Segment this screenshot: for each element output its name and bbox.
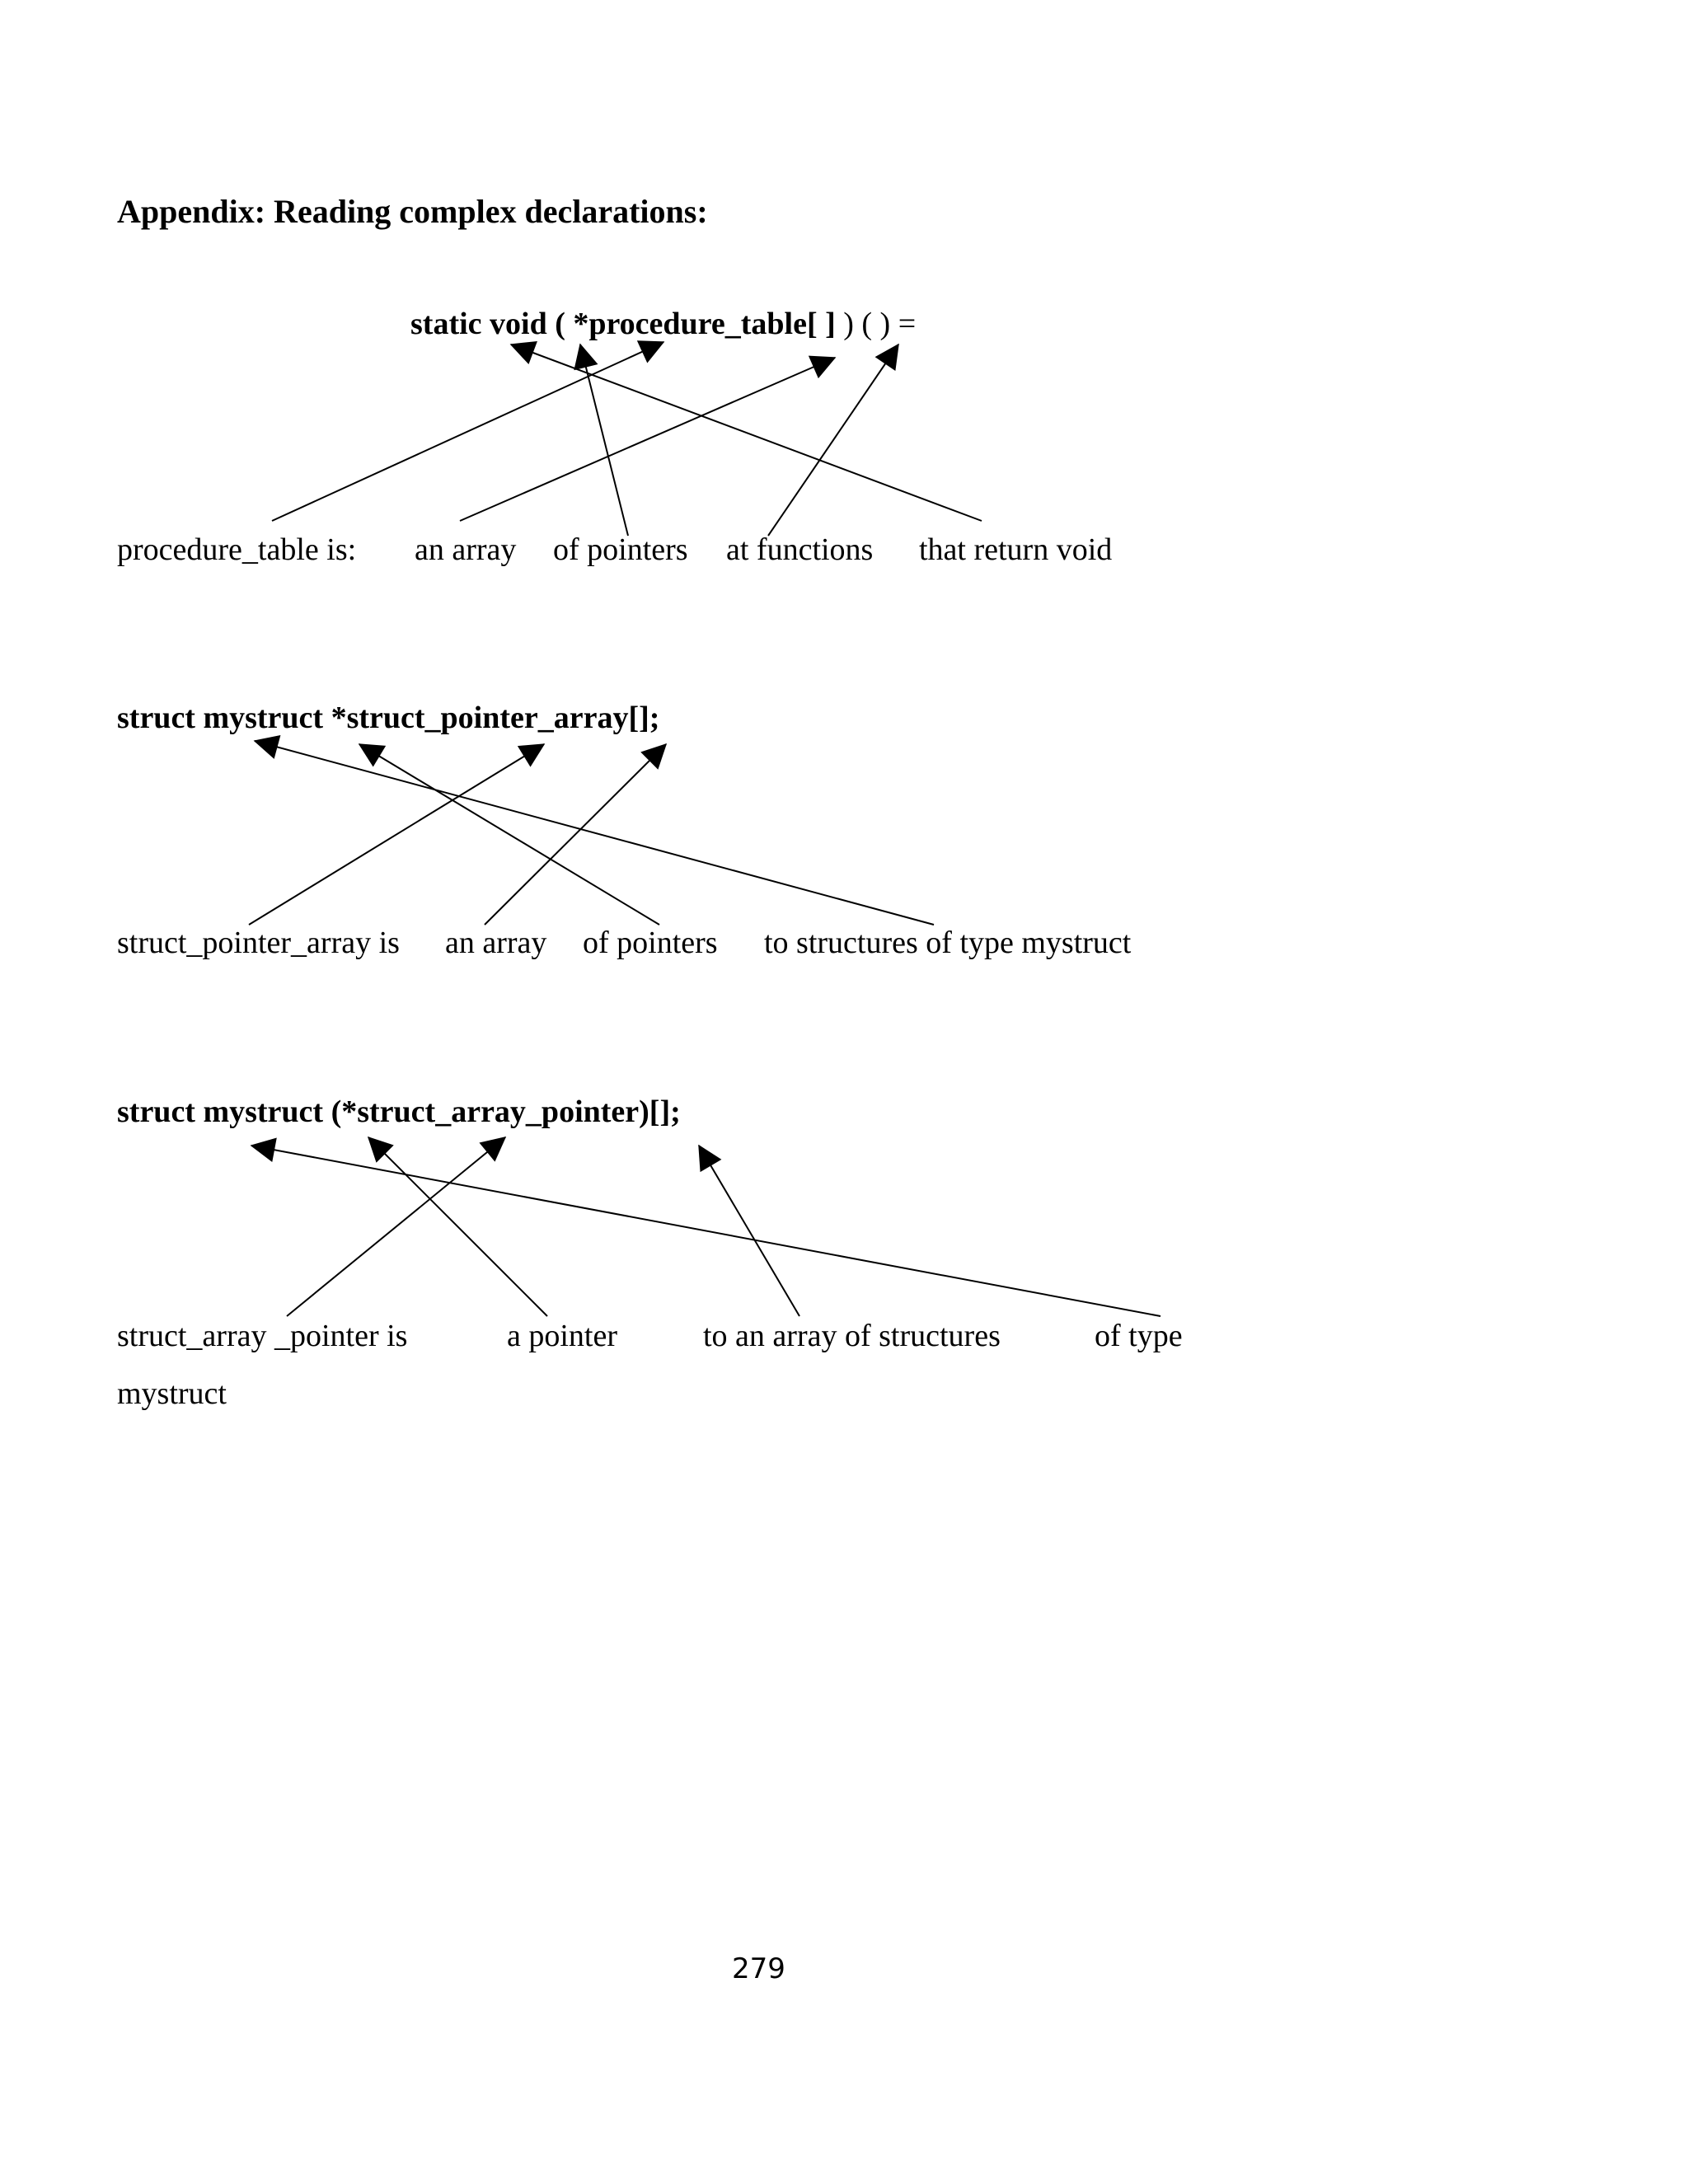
arrow-to-structures-to-mystruct <box>255 741 934 925</box>
label-at-functions: at functions <box>726 532 874 567</box>
label-struct-pointer-array-is: struct_pointer_array is <box>117 926 400 960</box>
label-to-structures-of-type-mystruct: to structures of type mystruct <box>764 926 1132 960</box>
arrow-of-pointers-2-to-star <box>359 744 659 925</box>
label-of-type: of type <box>1095 1319 1183 1353</box>
arrow-of-type-to-mystruct <box>251 1146 1160 1316</box>
arrow-struct-pointer-array-to-name <box>249 744 544 925</box>
label-struct-array-pointer-is: struct_array _pointer is <box>117 1319 408 1353</box>
arrow-procedure-table-to-name <box>272 342 663 521</box>
label-procedure-table-is: procedure_table is: <box>117 532 357 567</box>
declaration-1-bold: static void ( *procedure_table[ ] <box>410 307 836 341</box>
arrow-an-array-to-brackets <box>460 358 835 521</box>
label-mystruct-continuation: mystruct <box>117 1376 227 1411</box>
arrow-an-array-2-to-brackets <box>485 744 666 925</box>
declaration-2: struct mystruct *struct_pointer_array[]; <box>117 701 660 735</box>
label-of-pointers-2: of pointers <box>583 926 718 960</box>
arrow-at-functions-to-parens <box>768 344 898 536</box>
appendix-heading: Appendix: Reading complex declarations: <box>117 193 708 230</box>
declaration-1-normal: ) ( ) = <box>835 307 917 341</box>
label-that-return-void: that return void <box>919 532 1113 567</box>
arrow-that-return-void-to-void <box>511 344 982 521</box>
arrow-array-of-structures-to-brackets <box>699 1146 799 1316</box>
label-a-pointer: a pointer <box>507 1319 618 1353</box>
label-an-array: an array <box>415 532 517 567</box>
label-to-an-array-of-structures: to an array of structures <box>703 1319 1001 1353</box>
declaration-3: struct mystruct (*struct_array_pointer)[]; <box>117 1094 681 1129</box>
label-of-pointers: of pointers <box>553 532 688 567</box>
label-an-array-2: an array <box>445 926 547 960</box>
page-number: 279 <box>732 1952 785 1985</box>
